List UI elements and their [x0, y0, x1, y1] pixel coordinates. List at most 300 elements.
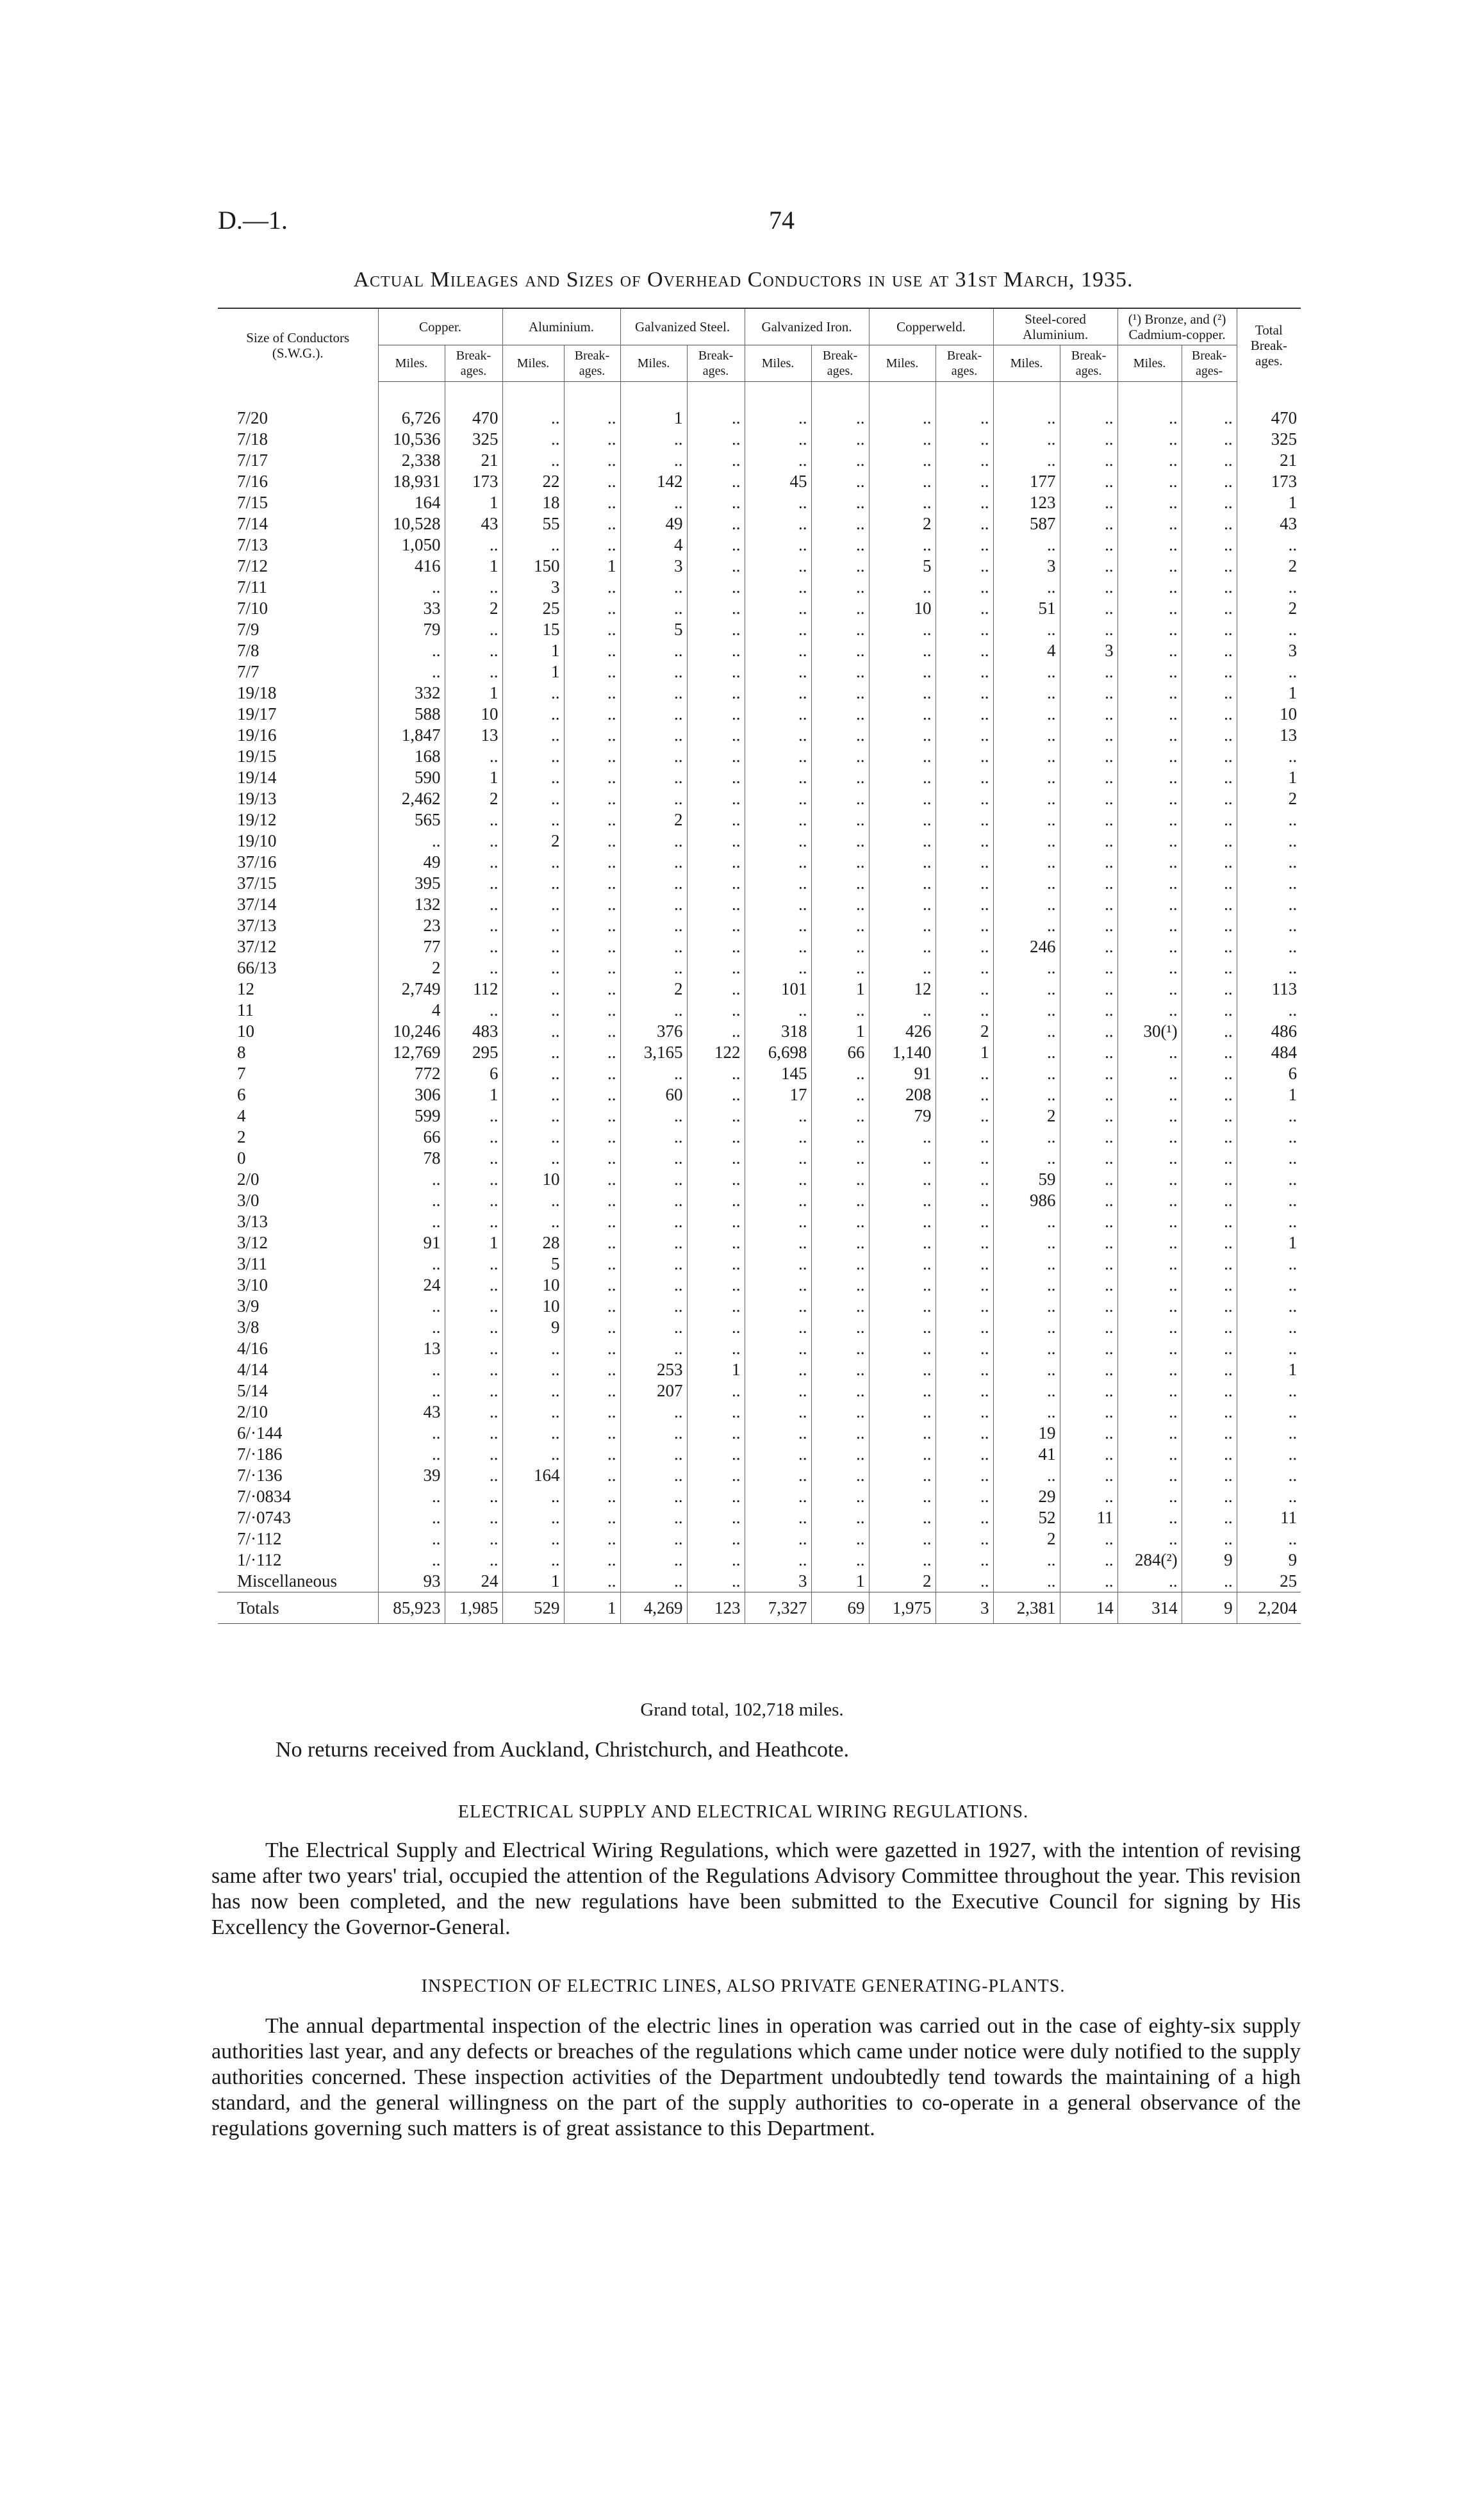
value-cell: .. — [811, 682, 869, 704]
value-cell: 25 — [502, 598, 564, 619]
value-cell: .. — [993, 979, 1060, 1000]
value-cell: .. — [936, 619, 993, 640]
value-cell: .. — [1060, 1338, 1117, 1359]
table-row — [218, 1380, 1301, 1401]
value-cell: .. — [564, 661, 620, 682]
value-cell: .. — [1182, 1275, 1237, 1296]
size-cell: 19/12 — [237, 810, 277, 829]
value-cell: .. — [1237, 534, 1301, 556]
value-cell: .. — [564, 852, 620, 873]
value-cell: .. — [869, 1148, 936, 1169]
value-cell: .. — [620, 894, 687, 915]
value-cell: .. — [869, 1127, 936, 1148]
value-cell: .. — [564, 640, 620, 661]
value-cell: .. — [936, 1127, 993, 1148]
value-cell: .. — [564, 1127, 620, 1148]
value-cell: 325 — [1237, 429, 1301, 450]
value-cell: .. — [1182, 1423, 1237, 1444]
value-cell: .. — [936, 1359, 993, 1380]
document-reference: D.—1. — [218, 206, 288, 235]
value-cell: .. — [1182, 1444, 1237, 1465]
value-cell: .. — [1060, 1042, 1117, 1063]
value-cell: .. — [1182, 725, 1237, 746]
value-cell: 1 — [502, 1571, 564, 1592]
value-cell: .. — [687, 1528, 745, 1550]
value-cell: .. — [936, 1465, 993, 1486]
value-cell: .. — [378, 1528, 445, 1550]
table-row — [218, 1211, 1301, 1232]
value-cell: .. — [745, 1127, 811, 1148]
value-cell: .. — [811, 640, 869, 661]
value-cell: .. — [445, 936, 502, 957]
value-cell: .. — [993, 767, 1060, 788]
value-cell: .. — [620, 1296, 687, 1317]
size-cell: 37/16 — [237, 852, 277, 872]
value-cell: .. — [1060, 682, 1117, 704]
value-cell: .. — [1060, 1232, 1117, 1253]
value-cell: 93 — [378, 1571, 445, 1592]
value-cell: .. — [1237, 1380, 1301, 1401]
value-cell: .. — [1182, 788, 1237, 809]
value-cell: .. — [687, 1084, 745, 1105]
table-row — [218, 1232, 1301, 1253]
value-cell: .. — [378, 1190, 445, 1211]
table-row — [218, 1021, 1301, 1042]
value-cell: .. — [687, 852, 745, 873]
value-cell: 17 — [745, 1084, 811, 1105]
table-row — [218, 382, 1301, 429]
value-cell: 3 — [993, 556, 1060, 577]
value-cell: .. — [1182, 1169, 1237, 1190]
value-cell: .. — [745, 1338, 811, 1359]
table-row — [218, 1190, 1301, 1211]
value-cell: .. — [745, 957, 811, 979]
value-cell: .. — [687, 1275, 745, 1296]
value-cell: 2 — [869, 1571, 936, 1592]
value-cell: .. — [936, 1000, 993, 1021]
value-cell: .. — [1060, 725, 1117, 746]
value-cell: .. — [1117, 1232, 1182, 1253]
value-cell: .. — [1182, 1253, 1237, 1275]
value-cell: .. — [620, 1317, 687, 1338]
value-cell: .. — [1060, 831, 1117, 852]
group-header: Galvanized Steel. — [620, 308, 745, 345]
table-row — [218, 1401, 1301, 1423]
value-cell: 772 — [378, 1063, 445, 1084]
value-cell: .. — [993, 957, 1060, 979]
value-cell: .. — [1117, 746, 1182, 767]
value-cell: .. — [1237, 1401, 1301, 1423]
value-cell: .. — [993, 382, 1060, 429]
value-cell: 6,698 — [745, 1042, 811, 1063]
value-cell: .. — [1117, 957, 1182, 979]
sub-header: Miles. — [745, 345, 811, 382]
value-cell: .. — [445, 1359, 502, 1380]
value-cell: .. — [936, 1253, 993, 1275]
value-cell: 2,462 — [378, 788, 445, 809]
value-cell: .. — [869, 1359, 936, 1380]
value-cell: .. — [745, 382, 811, 429]
value-cell: 18,931 — [378, 471, 445, 492]
value-cell: .. — [687, 1317, 745, 1338]
value-cell: .. — [869, 746, 936, 767]
value-cell: 168 — [378, 746, 445, 767]
size-cell: 7/·112 — [237, 1529, 282, 1548]
table-row — [218, 598, 1301, 619]
value-cell: .. — [936, 1401, 993, 1423]
value-cell: .. — [1117, 1338, 1182, 1359]
value-cell: 426 — [869, 1021, 936, 1042]
value-cell: .. — [1060, 979, 1117, 1000]
value-cell: .. — [687, 936, 745, 957]
value-cell: .. — [811, 1275, 869, 1296]
value-cell: .. — [993, 1317, 1060, 1338]
value-cell: 112 — [445, 979, 502, 1000]
value-cell: .. — [620, 1211, 687, 1232]
value-cell: .. — [687, 382, 745, 429]
value-cell: 145 — [745, 1063, 811, 1084]
value-cell: .. — [936, 492, 993, 513]
value-cell: .. — [936, 957, 993, 979]
value-cell: .. — [1060, 873, 1117, 894]
value-cell: 470 — [445, 382, 502, 429]
value-cell: .. — [378, 1507, 445, 1528]
table-body — [218, 382, 1301, 1624]
value-cell: .. — [1182, 513, 1237, 534]
value-cell: .. — [687, 1550, 745, 1571]
value-cell: 49 — [378, 852, 445, 873]
value-cell: .. — [869, 852, 936, 873]
value-cell: .. — [869, 1000, 936, 1021]
value-cell: .. — [936, 513, 993, 534]
value-cell: 1 — [445, 1232, 502, 1253]
value-cell: .. — [745, 556, 811, 577]
value-cell: .. — [745, 619, 811, 640]
value-cell: 1 — [1237, 492, 1301, 513]
value-cell: .. — [869, 1465, 936, 1486]
value-cell: .. — [869, 725, 936, 746]
value-cell: .. — [1060, 619, 1117, 640]
value-cell: .. — [564, 1423, 620, 1444]
value-cell: .. — [620, 640, 687, 661]
value-cell: .. — [745, 1105, 811, 1127]
value-cell: .. — [445, 1253, 502, 1275]
value-cell: 2 — [378, 957, 445, 979]
value-cell: .. — [1117, 1507, 1182, 1528]
size-cell: 19/14 — [237, 768, 277, 787]
value-cell: 2 — [620, 809, 687, 831]
value-cell: .. — [687, 767, 745, 788]
value-cell: 1 — [620, 382, 687, 429]
value-cell: .. — [564, 682, 620, 704]
value-cell: 1 — [1237, 682, 1301, 704]
size-cell: 7/·186 — [237, 1444, 283, 1464]
sub-header: Break-ages. — [811, 345, 869, 382]
value-cell: .. — [445, 1507, 502, 1528]
table-row — [218, 619, 1301, 640]
value-cell: .. — [445, 894, 502, 915]
value-cell: .. — [1182, 1338, 1237, 1359]
size-cell: 7/8 — [237, 641, 260, 660]
value-cell: .. — [936, 1380, 993, 1401]
value-cell: .. — [811, 492, 869, 513]
value-cell: .. — [1182, 598, 1237, 619]
value-cell: .. — [1182, 556, 1237, 577]
value-cell: .. — [1117, 1317, 1182, 1338]
sub-header: Miles. — [502, 345, 564, 382]
value-cell: .. — [1182, 1232, 1237, 1253]
value-cell: .. — [620, 1338, 687, 1359]
value-cell: .. — [564, 1550, 620, 1571]
value-cell: .. — [936, 450, 993, 471]
value-cell: .. — [811, 450, 869, 471]
value-cell: 21 — [1237, 450, 1301, 471]
value-cell: .. — [869, 1317, 936, 1338]
value-cell: .. — [1060, 894, 1117, 915]
value-cell: .. — [1060, 1000, 1117, 1021]
value-cell: .. — [1060, 1084, 1117, 1105]
value-cell: .. — [869, 471, 936, 492]
value-cell: .. — [869, 1253, 936, 1275]
value-cell: .. — [378, 1253, 445, 1275]
table-row — [218, 450, 1301, 471]
value-cell: .. — [687, 429, 745, 450]
value-cell: .. — [378, 1550, 445, 1571]
value-cell: .. — [564, 1507, 620, 1528]
sub-header: Break-ages. — [564, 345, 620, 382]
value-cell: .. — [745, 788, 811, 809]
value-cell: .. — [1060, 382, 1117, 429]
size-cell: 3/9 — [237, 1296, 260, 1316]
value-cell: .. — [1237, 1253, 1301, 1275]
value-cell: 208 — [869, 1084, 936, 1105]
value-cell: .. — [1237, 1105, 1301, 1127]
value-cell: .. — [1117, 1486, 1182, 1507]
value-cell: .. — [1182, 1401, 1237, 1423]
value-cell: .. — [1237, 894, 1301, 915]
value-cell: .. — [936, 1190, 993, 1211]
value-cell: .. — [993, 852, 1060, 873]
value-cell: .. — [445, 957, 502, 979]
value-cell: 10 — [502, 1296, 564, 1317]
value-cell: .. — [687, 1423, 745, 1444]
group-header: Galvanized Iron. — [745, 308, 869, 345]
value-cell: .. — [620, 936, 687, 957]
value-cell: 483 — [445, 1021, 502, 1042]
table-row — [218, 640, 1301, 661]
table-row — [218, 682, 1301, 704]
value-cell: .. — [687, 1401, 745, 1423]
value-cell: .. — [1182, 936, 1237, 957]
value-cell: .. — [811, 471, 869, 492]
value-cell: .. — [936, 534, 993, 556]
sub-header: Break-ages- — [1182, 345, 1237, 382]
value-cell: .. — [936, 704, 993, 725]
value-cell: .. — [745, 1148, 811, 1169]
value-cell: 60 — [620, 1084, 687, 1105]
value-cell: .. — [687, 873, 745, 894]
value-cell: .. — [811, 1444, 869, 1465]
value-cell: .. — [745, 746, 811, 767]
value-cell: .. — [745, 661, 811, 682]
value-cell: 39 — [378, 1465, 445, 1486]
value-cell: .. — [1117, 1211, 1182, 1232]
sub-header: Break-ages. — [1060, 345, 1117, 382]
value-cell: 2 — [993, 1528, 1060, 1550]
value-cell: .. — [745, 492, 811, 513]
value-cell: .. — [1237, 1127, 1301, 1148]
value-cell: 10 — [502, 1169, 564, 1190]
value-cell: .. — [811, 936, 869, 957]
value-cell: .. — [445, 1190, 502, 1211]
value-cell: .. — [564, 1296, 620, 1317]
value-cell: .. — [1060, 1296, 1117, 1317]
value-cell: 1,140 — [869, 1042, 936, 1063]
value-cell: 9 — [1182, 1592, 1237, 1624]
value-cell: 19 — [993, 1423, 1060, 1444]
value-cell: .. — [936, 1211, 993, 1232]
value-cell: .. — [811, 1507, 869, 1528]
table-row — [218, 471, 1301, 492]
value-cell: .. — [1237, 1528, 1301, 1550]
value-cell: .. — [811, 894, 869, 915]
value-cell: 1 — [564, 1592, 620, 1624]
value-cell: .. — [445, 534, 502, 556]
value-cell: 66 — [378, 1127, 445, 1148]
value-cell: 51 — [993, 598, 1060, 619]
value-cell: .. — [993, 809, 1060, 831]
value-cell: .. — [1182, 450, 1237, 471]
value-cell: .. — [502, 852, 564, 873]
value-cell: .. — [811, 1169, 869, 1190]
table-row — [218, 1444, 1301, 1465]
value-cell: .. — [620, 746, 687, 767]
table-row — [218, 1296, 1301, 1317]
value-cell: .. — [502, 767, 564, 788]
sub-header: Miles. — [1117, 345, 1182, 382]
value-cell: .. — [564, 513, 620, 534]
size-cell: 19/10 — [237, 831, 277, 850]
size-cell: Miscellaneous — [237, 1571, 337, 1591]
value-cell: .. — [445, 1296, 502, 1317]
value-cell: .. — [993, 1296, 1060, 1317]
value-cell: .. — [564, 1571, 620, 1592]
size-cell: 7/9 — [237, 620, 260, 639]
value-cell: .. — [687, 979, 745, 1000]
value-cell: .. — [869, 1211, 936, 1232]
value-cell: .. — [1237, 1169, 1301, 1190]
value-cell: .. — [1060, 1571, 1117, 1592]
value-cell: .. — [1117, 1423, 1182, 1444]
value-cell: .. — [811, 1148, 869, 1169]
value-cell: .. — [502, 450, 564, 471]
size-cell: 12 — [237, 979, 254, 998]
value-cell: .. — [687, 1465, 745, 1486]
value-cell: .. — [745, 915, 811, 936]
value-cell: .. — [1182, 894, 1237, 915]
value-cell: .. — [620, 1444, 687, 1465]
value-cell: .. — [687, 534, 745, 556]
value-cell: .. — [745, 1232, 811, 1253]
value-cell: .. — [1117, 788, 1182, 809]
value-cell: 1 — [445, 682, 502, 704]
value-cell: .. — [1060, 809, 1117, 831]
section-body-inspection: The annual departmental inspection of the electric lines in operation was carried out in the case of eighty-six supply authorities last year, and any defects or breaches of the regulations which came under notice were duly notified to the supply authorities concerned. These inspection activities of the Department undoubtedly tend towards the maintaining of a high standard, and the general willingness on the part of the supply authorities to co-operate in a general observance of the regulations governing such matters is of great assistance to this Department. — [211, 2014, 1301, 2140]
size-cell: 5/14 — [237, 1381, 268, 1400]
value-cell: .. — [811, 619, 869, 640]
value-cell: .. — [1237, 661, 1301, 682]
value-cell: .. — [502, 1084, 564, 1105]
value-cell: .. — [564, 979, 620, 1000]
table-row — [218, 957, 1301, 979]
value-cell: .. — [1060, 450, 1117, 471]
value-cell: .. — [745, 1296, 811, 1317]
value-cell: .. — [1182, 1148, 1237, 1169]
value-cell: .. — [936, 1148, 993, 1169]
value-cell: .. — [993, 1148, 1060, 1169]
value-cell: .. — [869, 1380, 936, 1401]
value-cell: .. — [687, 1571, 745, 1592]
value-cell: 43 — [378, 1401, 445, 1423]
value-cell: .. — [811, 382, 869, 429]
value-cell: .. — [745, 598, 811, 619]
value-cell: 2 — [1237, 788, 1301, 809]
value-cell: .. — [745, 725, 811, 746]
value-cell: .. — [869, 1550, 936, 1571]
value-cell: .. — [1117, 682, 1182, 704]
value-cell: 12 — [869, 979, 936, 1000]
value-cell: 1 — [1237, 767, 1301, 788]
value-cell: .. — [687, 556, 745, 577]
table-row — [218, 725, 1301, 746]
value-cell: .. — [502, 1507, 564, 1528]
value-cell: .. — [745, 1275, 811, 1296]
value-cell: .. — [620, 1401, 687, 1423]
value-cell: .. — [1117, 1528, 1182, 1550]
value-cell: .. — [869, 619, 936, 640]
value-cell: .. — [620, 957, 687, 979]
value-cell: .. — [1182, 1084, 1237, 1105]
value-cell: .. — [687, 957, 745, 979]
value-cell: .. — [811, 852, 869, 873]
value-cell: .. — [1182, 1486, 1237, 1507]
value-cell: .. — [687, 1507, 745, 1528]
value-cell: .. — [564, 598, 620, 619]
group-header: Steel-cored Aluminium. — [993, 308, 1117, 345]
value-cell: 5 — [502, 1253, 564, 1275]
value-cell: .. — [936, 746, 993, 767]
size-cell: 10 — [237, 1021, 254, 1041]
table-row — [218, 979, 1301, 1000]
value-cell: .. — [564, 767, 620, 788]
value-cell: 1 — [1237, 1084, 1301, 1105]
value-cell: 91 — [378, 1232, 445, 1253]
value-cell: 1 — [936, 1042, 993, 1063]
value-cell: .. — [745, 640, 811, 661]
value-cell: .. — [936, 1571, 993, 1592]
size-cell: 7/10 — [237, 599, 268, 618]
size-cell: 7/13 — [237, 535, 268, 554]
table-row — [218, 1571, 1301, 1592]
value-cell: .. — [993, 1127, 1060, 1148]
value-cell: .. — [564, 873, 620, 894]
value-cell: .. — [1182, 1317, 1237, 1338]
value-cell: .. — [745, 429, 811, 450]
value-cell: .. — [936, 1275, 993, 1296]
value-cell: .. — [1182, 809, 1237, 831]
value-cell: .. — [564, 1338, 620, 1359]
size-cell: 3/0 — [237, 1191, 260, 1210]
